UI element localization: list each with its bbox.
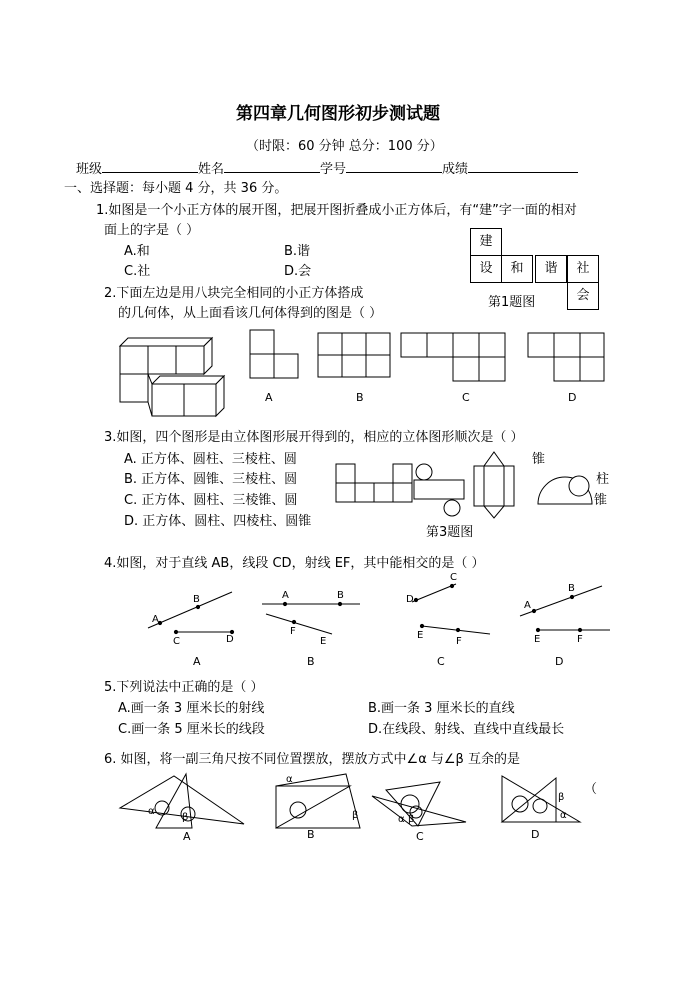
number-label: 学号 bbox=[320, 162, 347, 177]
q4d-point-e: E bbox=[534, 634, 541, 645]
q1-option-d[interactable]: D.会 bbox=[284, 264, 312, 279]
page-subtitle: （时限：60 分钟 总分：100 分） bbox=[246, 139, 443, 154]
q6d-beta: β bbox=[558, 792, 565, 803]
net-face: 和 bbox=[501, 255, 533, 283]
q6b-beta: β bbox=[352, 810, 359, 821]
q4d-point-b: B bbox=[568, 583, 575, 594]
q3-stem: 3.如图，四个图形是由立体图形展开得到的，相应的立体图形顺次是（ ） bbox=[104, 430, 524, 445]
q4c-point-c: C bbox=[450, 572, 457, 583]
q4a-point-c: C bbox=[173, 636, 180, 647]
section-heading: 一、选择题：每小题 4 分，共 36 分。 bbox=[64, 181, 288, 196]
q1-caption: 第1题图 bbox=[488, 295, 536, 310]
name-blank[interactable] bbox=[224, 160, 320, 173]
name-label: 姓名 bbox=[198, 162, 225, 177]
q6-label-d: D bbox=[531, 828, 540, 841]
page-title: 第四章几何图形初步测试题 bbox=[236, 104, 440, 124]
q4-stem: 4.如图，对于直线 AB，线段 CD，射线 EF，其中能相交的是（ ） bbox=[104, 556, 485, 571]
net-face: 建 bbox=[470, 228, 502, 256]
q4-label-c: C bbox=[437, 655, 445, 668]
q2-label-d: D bbox=[568, 391, 577, 404]
number-blank[interactable] bbox=[346, 160, 442, 173]
q4a-point-b: B bbox=[193, 594, 200, 605]
net-face: 会 bbox=[567, 282, 599, 310]
q4b-point-b: B bbox=[337, 590, 344, 601]
q4c-point-e: E bbox=[417, 630, 424, 641]
q5-option-d[interactable]: D.在线段、射线、直线中直线最长 bbox=[368, 722, 565, 737]
q6-stem: 6. 如图，将一副三角尺按不同位置摆放，摆放方式中∠α 与∠β 互余的是 bbox=[104, 752, 520, 767]
q2-label-c: C bbox=[462, 391, 470, 404]
q6d-alpha: α bbox=[560, 810, 567, 821]
q3-option-a[interactable]: A. 正方体、圆柱、三棱柱、圆 bbox=[124, 452, 297, 467]
q4c-point-f: F bbox=[456, 636, 462, 647]
class-blank[interactable] bbox=[102, 160, 198, 173]
q3-side-text-1: 锥 bbox=[532, 452, 546, 467]
q3-side-text-3: 锥 bbox=[594, 493, 608, 508]
q2-stem-line2: 的几何体，从上面看该几何体得到的图是（ ） bbox=[118, 306, 383, 321]
q4-label-b: B bbox=[307, 655, 315, 668]
q6-triangle-rulers-figure bbox=[116, 770, 586, 834]
q1-option-a[interactable]: A.和 bbox=[124, 244, 150, 259]
q6a-beta: β bbox=[182, 812, 189, 823]
q5-option-a[interactable]: A.画一条 3 厘米长的射线 bbox=[118, 701, 265, 716]
q6c-beta: β bbox=[408, 814, 415, 825]
q4-label-a: A bbox=[193, 655, 201, 668]
q6-label-c: C bbox=[416, 830, 424, 843]
q1-option-b[interactable]: B.谐 bbox=[284, 244, 311, 259]
q3-option-b[interactable]: B. 正方体、圆锥、三棱柱、圆 bbox=[124, 472, 298, 487]
score-blank[interactable] bbox=[468, 160, 578, 173]
q6-paren: （ bbox=[584, 782, 598, 797]
q4b-point-a: A bbox=[282, 590, 289, 601]
net-face: 谐 bbox=[535, 255, 567, 283]
q4c-point-d: D bbox=[406, 594, 414, 605]
score-label: 成绩 bbox=[442, 162, 469, 177]
q1-option-c[interactable]: C.社 bbox=[124, 264, 151, 279]
q4-label-d: D bbox=[555, 655, 564, 668]
q3-side-text-2: 柱 bbox=[596, 472, 610, 487]
q4a-point-a: A bbox=[152, 614, 159, 625]
q4d-point-f: F bbox=[577, 634, 583, 645]
q3-caption: 第3题图 bbox=[426, 525, 474, 540]
net-face: 社 bbox=[567, 255, 599, 283]
class-label: 班级 bbox=[76, 162, 103, 177]
net-face: 设 bbox=[470, 255, 502, 283]
q2-solid-figure bbox=[116, 336, 226, 420]
q6c-alpha: α bbox=[398, 814, 405, 825]
q5-stem: 5.下列说法中正确的是（ ） bbox=[104, 680, 264, 695]
q6a-alpha: α bbox=[148, 806, 155, 817]
q2-stem-line1: 2.下面左边是用八块完全相同的小正方体搭成 bbox=[104, 286, 364, 301]
q2-option-figures bbox=[248, 330, 608, 390]
q6-label-a: A bbox=[183, 830, 191, 843]
q4-lines-figure bbox=[140, 568, 620, 648]
q3-nets-figure bbox=[334, 448, 624, 520]
q2-label-a: A bbox=[265, 391, 273, 404]
q4d-point-a: A bbox=[524, 600, 531, 611]
q4b-point-e: E bbox=[320, 636, 327, 647]
q3-option-c[interactable]: C. 正方体、圆柱、三棱锥、圆 bbox=[124, 493, 298, 508]
student-info-line bbox=[76, 160, 578, 178]
q6-label-b: B bbox=[307, 828, 315, 841]
q6b-alpha: α bbox=[286, 774, 293, 785]
q1-stem-line1: 1.如图是一个小正方体的展开图，把展开图折叠成小正方体后，有“建”字一面的相对 bbox=[96, 203, 577, 218]
q3-option-d[interactable]: D. 正方体、圆柱、四棱柱、圆锥 bbox=[124, 514, 312, 529]
q4b-point-f: F bbox=[290, 626, 296, 637]
q1-stem-line2: 面上的字是（ ） bbox=[104, 223, 200, 238]
q2-label-b: B bbox=[356, 391, 364, 404]
q4a-point-d: D bbox=[226, 634, 234, 645]
q5-option-b[interactable]: B.画一条 3 厘米长的直线 bbox=[368, 701, 515, 716]
q5-option-c[interactable]: C.画一条 5 厘米长的线段 bbox=[118, 722, 265, 737]
